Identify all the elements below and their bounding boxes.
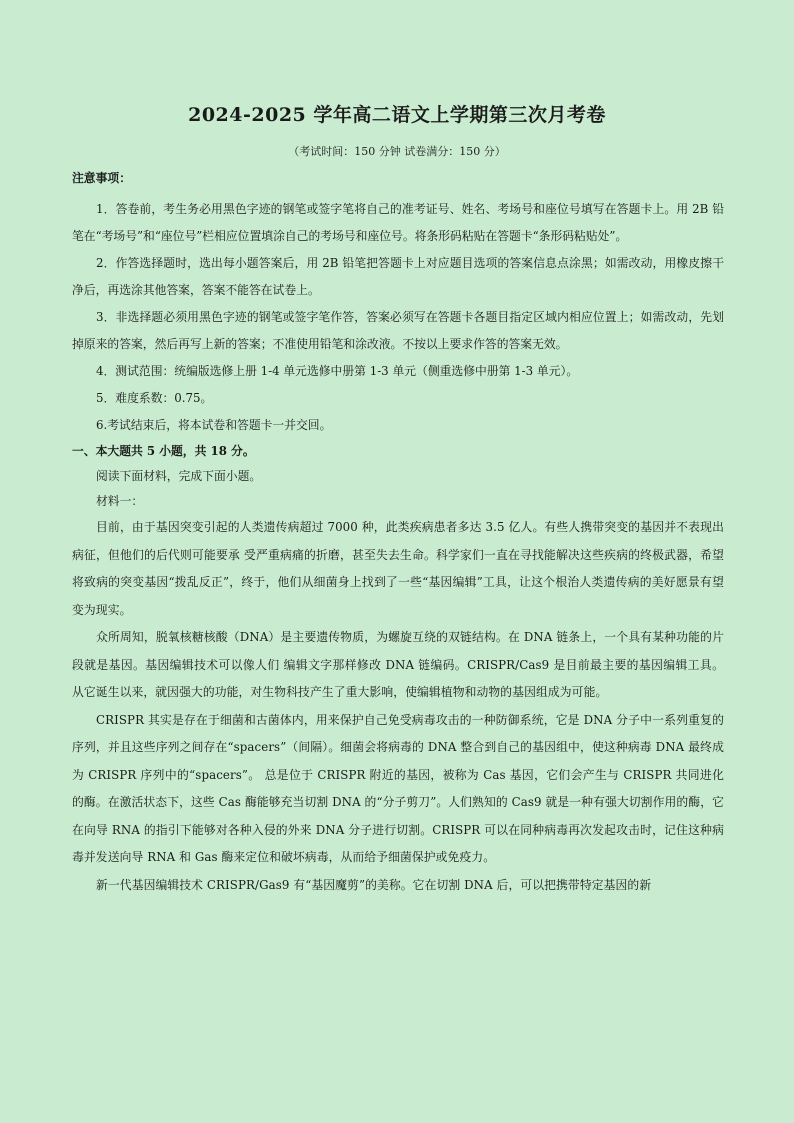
material-paragraph-4: 新一代基因编辑技术 CRISPR/Gas9 有“基因魔剪”的美称。它在切割 DNA 后，可以把携带特定基因的新 bbox=[96, 877, 652, 892]
exam-title: 2024-2025 学年高二语文上学期第三次月考卷 bbox=[188, 104, 606, 126]
exam-subtitle: （考试时间：150 分钟 试卷满分：150 分） bbox=[288, 145, 506, 158]
notice-item-5: 5．难度系数：0.75。 bbox=[96, 391, 213, 405]
notice-item-1: 1．答卷前，考生务必用黑色字迹的钢笔或签字笔将自己的准考证号、姓名、考场号和座位号填写在答题卡上。用 2B 铅笔在“考场号”和“座位号”栏相应位置填涂自己的考场号和座位号。将条形码粘贴在答题卡“条形码粘贴处”。 bbox=[72, 202, 724, 243]
material-paragraph-1: 目前，由于基因突变引起的人类遗传病超过 7000 种，此类疾病患者多达 3.5 亿人。有些人携带突变的基因并不表现出病征，但他们的后代则可能要承 受严重病痛的折磨，甚至失去生命。科学家们一直在寻找能解决这些疾病的终极武器，希望将致病的突变基因“拨乱反正”，终于，他们从细菌身上找到了一些“基因编辑”工具，让这个根治人类遗传病的美好愿景有望变为现实。 bbox=[72, 520, 724, 617]
material-paragraph-2: 众所周知，脱氧核糖核酸（DNA）是主要遗传物质，为螺旋互绕的双链结构。在 DNA 链条上，一个具有某种功能的片段就是基因。基因编辑技术可以像人们 编辑文字那样修改 DNA 链编码。CRISPR/Cas9 是目前最主要的基因编辑工具。 从它诞生以来，就因强大的功能，对生物科技产生了重大影响，使编辑植物和动物的基因组成为可能。 bbox=[72, 630, 724, 699]
exam-content bbox=[72, 169, 724, 899]
notice-item-4: 4．测试范围：统编版选修上册 1-4 单元选修中册第 1-3 单元（侧重选修中册第 1-3 单元）。 bbox=[96, 364, 579, 378]
section-heading: 一、本大题共 5 小题，共 18 分。 bbox=[72, 444, 255, 458]
material-paragraph-3: CRISPR 其实是存在于细菌和古菌体内，用来保护自己免受病毒攻击的一种防御系统，它是 DNA 分子中一系列重复的序列，并且这些序列之间存在“spacers”（间隔）。细菌会将病毒的 DNA 整合到自己的基因组中，使这种病毒 DNA 最终成为 CRISPR 序列中的“spacers”。 总是位于 CRISPR 附近的基因，被称为 Cas 基因，它们会产生与 CRISPR 共同进化的酶。在激活状态下，这些 Cas 酶能够充当切割 DNA 的“分子剪刀”。人们熟知的 Cas9 就是一种有强大切割作用的酶，它在向导 RNA 的指引下能够对各种入侵的外来 DNA 分子进行切割。CRISPR 可以在同种病毒再次发起攻击时，记住这种病毒并发送向导 RNA 和 Gas 酶来定位和破坏病毒，从而给予细菌保护或免疫力。 bbox=[72, 712, 724, 864]
reading-instruction: 阅读下面材料，完成下面小题。 bbox=[96, 469, 262, 483]
notice-item-6: 6.考试结束后，将本试卷和答题卡一并交回。 bbox=[96, 418, 332, 432]
notice-list bbox=[72, 196, 724, 439]
material-label: 材料一： bbox=[96, 494, 144, 508]
notice-heading: 注意事项： bbox=[72, 171, 131, 185]
notice-item-2: 2．作答选择题时，选出每小题答案后，用 2B 铅笔把答题卡上对应题目选项的答案信息点涂黑；如需改动，用橡皮擦干净后，再选涂其他答案，答案不能答在试卷上。 bbox=[72, 256, 724, 297]
notice-item-3: 3．非选择题必须用黑色字迹的钢笔或签字笔作答，答案必须写在答题卡各题目指定区域内相应位置上；如需改动，先划掉原来的答案，然后再写上新的答案；不准使用铅笔和涂改液。不按以上要求作答的答案无效。 bbox=[72, 310, 724, 351]
